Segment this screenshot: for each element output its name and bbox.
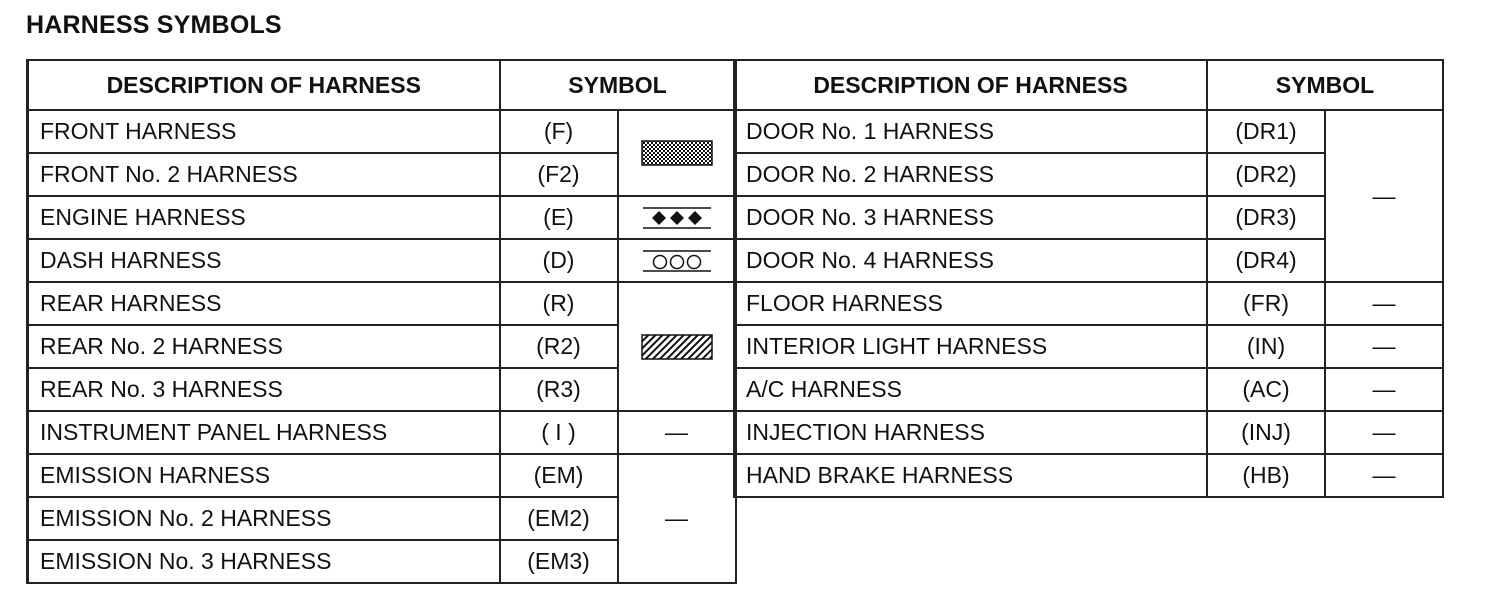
table-row: [734, 282, 1443, 325]
no-symbol-dash: —: [618, 411, 736, 454]
harness-code: (DR2): [1207, 153, 1325, 196]
symbol-header: SYMBOL: [1207, 60, 1443, 110]
table-row: [734, 110, 1443, 153]
harness-description: DASH HARNESS: [28, 239, 500, 282]
table-row: [28, 110, 736, 153]
engine-symbol-cell: [618, 196, 736, 239]
harness-description: REAR No. 2 HARNESS: [28, 325, 500, 368]
harness-description: EMISSION No. 2 HARNESS: [28, 497, 500, 540]
description-header: DESCRIPTION OF HARNESS: [28, 60, 500, 110]
harness-description: DOOR No. 3 HARNESS: [734, 196, 1207, 239]
no-symbol-dash: —: [1325, 282, 1443, 325]
harness-code: (FR): [1207, 282, 1325, 325]
harness-description: INSTRUMENT PANEL HARNESS: [28, 411, 500, 454]
harness-description: INJECTION HARNESS: [734, 411, 1207, 454]
description-header: DESCRIPTION OF HARNESS: [734, 60, 1207, 110]
table-row: [28, 411, 736, 454]
harness-description: HAND BRAKE HARNESS: [734, 454, 1207, 497]
harness-code: (EM3): [500, 540, 618, 583]
left-harness-table: [26, 59, 737, 584]
front-symbol-cell: [618, 110, 736, 196]
no-symbol-dash: —: [1325, 454, 1443, 497]
harness-code: (R): [500, 282, 618, 325]
table-row: [734, 411, 1443, 454]
dotted-fill-pattern-icon: [641, 140, 713, 166]
no-symbol-dash: —: [1325, 325, 1443, 368]
harness-description: EMISSION No. 3 HARNESS: [28, 540, 500, 583]
symbol-header: SYMBOL: [500, 60, 736, 110]
harness-code: (D): [500, 239, 618, 282]
table-row: [28, 239, 736, 282]
harness-description: EMISSION HARNESS: [28, 454, 500, 497]
harness-description: INTERIOR LIGHT HARNESS: [734, 325, 1207, 368]
harness-code: (F2): [500, 153, 618, 196]
table-row: [734, 454, 1443, 497]
circle-pattern-icon: [641, 248, 713, 274]
diagonal-hatch-pattern-icon: [641, 334, 713, 360]
harness-description: FRONT HARNESS: [28, 110, 500, 153]
harness-description: DOOR No. 2 HARNESS: [734, 153, 1207, 196]
harness-code: (AC): [1207, 368, 1325, 411]
harness-description: FRONT No. 2 HARNESS: [28, 153, 500, 196]
harness-code: (INJ): [1207, 411, 1325, 454]
harness-code: (E): [500, 196, 618, 239]
table-row: [28, 196, 736, 239]
harness-code: (IN): [1207, 325, 1325, 368]
harness-code: (DR3): [1207, 196, 1325, 239]
table-header-row: [28, 60, 736, 110]
harness-description: FLOOR HARNESS: [734, 282, 1207, 325]
harness-description: REAR No. 3 HARNESS: [28, 368, 500, 411]
harness-description: DOOR No. 4 HARNESS: [734, 239, 1207, 282]
table-row: [28, 454, 736, 497]
harness-code: (R2): [500, 325, 618, 368]
dash-symbol-cell: [618, 239, 736, 282]
no-symbol-dash: —: [1325, 368, 1443, 411]
table-row: [734, 368, 1443, 411]
page-title: HARNESS SYMBOLS: [26, 11, 282, 39]
right-harness-table: [733, 59, 1444, 498]
no-symbol-dash: —: [618, 454, 736, 583]
harness-description: A/C HARNESS: [734, 368, 1207, 411]
no-symbol-dash: —: [1325, 411, 1443, 454]
harness-code: (DR4): [1207, 239, 1325, 282]
harness-description: REAR HARNESS: [28, 282, 500, 325]
harness-code: (DR1): [1207, 110, 1325, 153]
harness-code: (R3): [500, 368, 618, 411]
harness-code: (F): [500, 110, 618, 153]
diamond-pattern-icon: [641, 205, 713, 231]
harness-code: (HB): [1207, 454, 1325, 497]
table-header-row: [734, 60, 1443, 110]
table-row: [734, 325, 1443, 368]
table-row: [28, 282, 736, 325]
harness-code: (EM): [500, 454, 618, 497]
harness-code: ( I ): [500, 411, 618, 454]
harness-code: (EM2): [500, 497, 618, 540]
no-symbol-dash: —: [1325, 110, 1443, 282]
rear-symbol-cell: [618, 282, 736, 411]
harness-description: DOOR No. 1 HARNESS: [734, 110, 1207, 153]
harness-description: ENGINE HARNESS: [28, 196, 500, 239]
